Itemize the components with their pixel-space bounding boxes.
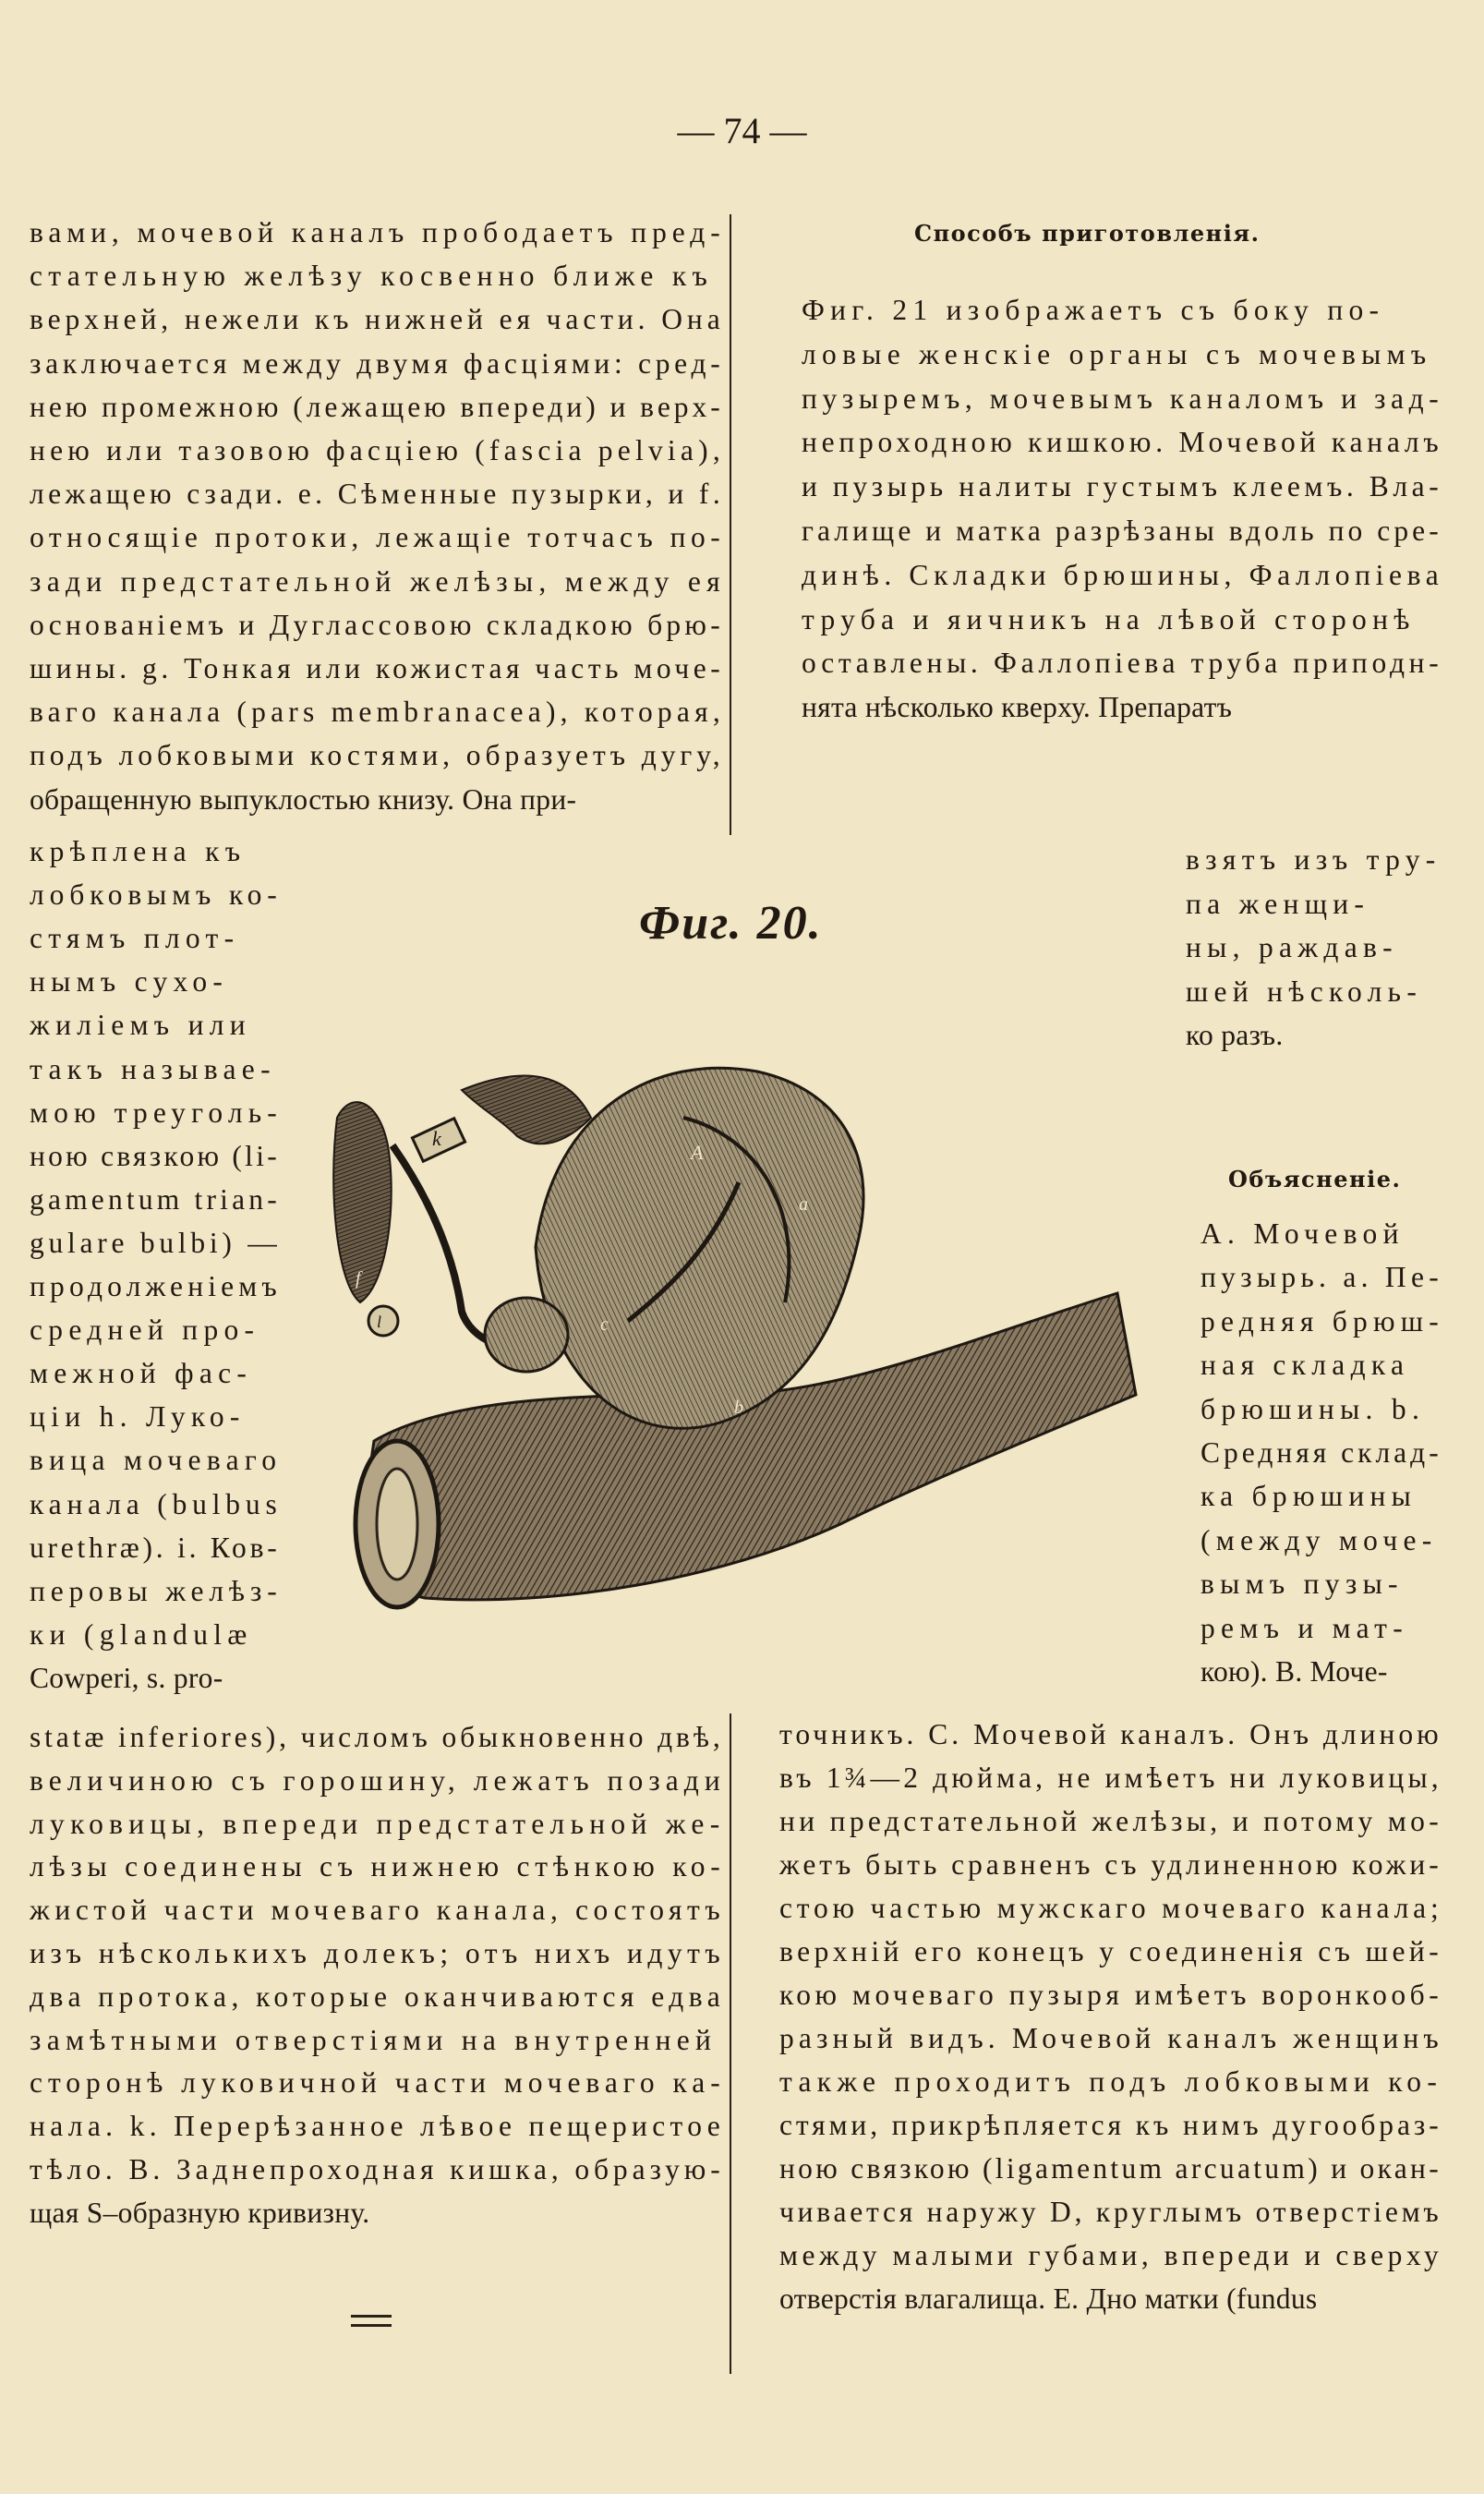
left-organ-shape [333,1102,392,1302]
text-line: луковицы, впереди предстательной же- [30,1807,726,1840]
text-line: стями, прикрѣпляется къ нимъ дугообраз- [779,2109,1442,2141]
text-line: Фиг. 21 изображаетъ съ боку по- [802,294,1385,326]
text-line: жиліемъ или [30,1009,251,1042]
anatomical-engraving [323,1007,1145,1653]
glandular-body [485,1298,568,1372]
figure-label-A: A [691,1141,704,1164]
text-line: нею или тазовою фасціею (fascia pelvia), [30,434,725,466]
preparation-heading: Способъ приготовленія. [914,220,1261,247]
text-line: заключается между двумя фасціями: сред- [30,346,725,380]
text-line: также проходитъ подъ лобковыми ко- [779,2065,1443,2098]
text-line: ловые женскіе органы съ мочевымъ [802,337,1432,370]
text-line: замѣтными отверстіями на внутренней [30,2023,718,2056]
text-line: лежащею сзади. e. Сѣменные пузырки, и f. [30,478,725,511]
text-line: средней про- [30,1314,260,1347]
text-line: стямъ плот- [30,922,240,955]
text-line: мою треуголь- [30,1096,283,1129]
text-line: величиною съ горошину, лежатъ позади [30,1763,726,1797]
text-line: подъ лобковыми костями, образуетъ дугу, [30,739,725,772]
text-line: редняя брюш- [1200,1304,1444,1338]
text-line: urethræ). i. Ков- [30,1531,281,1564]
text-line: Cowperi, s. pro- [30,1661,223,1694]
text-line: тѣло. B. Заднепроходная кишка, образую- [30,2153,725,2185]
text-line: ціи h. Луко- [30,1400,246,1434]
text-line: такъ называе- [30,1052,276,1085]
text-line: непроходною кишкою. Мочевой каналъ [802,426,1443,459]
text-line: взятъ изъ тру- [1186,843,1442,876]
figure-label-b: b [734,1398,743,1418]
text-line: между малыми губами, впереди и сверху [779,2239,1443,2271]
text-line: межной фас- [30,1357,253,1390]
text-line: gamentum trian- [30,1182,281,1216]
text-line: чивается наружу D, круглымъ отверстіемъ [779,2196,1442,2228]
figure-label-l: l [377,1313,382,1331]
text-line: лобковымъ ко- [30,878,283,912]
text-line: точникъ. C. Мочевой каналъ. Онъ длиною [779,1718,1442,1750]
text-line: Средняя склад- [1200,1436,1442,1469]
text-line: перовы желѣз- [30,1574,283,1607]
text-line: ни предстательной желѣзы, и потому мо- [779,1805,1443,1837]
text-line: (между моче- [1200,1523,1438,1556]
text-line: относящіе протоки, лежащіе тотчасъ по- [30,521,726,554]
text-line: жистой части мочеваго канала, состоятъ [30,1894,726,1927]
text-line: брюшины. b. [1200,1392,1426,1425]
text-line: вымъ пузы- [1200,1568,1404,1601]
text-line: ки (glandulæ [30,1617,253,1651]
text-line: нею промежною (лежащею впереди) и верх- [30,390,724,423]
figure-title: Фиг. 20. [639,897,823,950]
text-line: ною связкою (li- [30,1139,280,1172]
text-line: па женщи- [1186,887,1370,920]
end-mark [351,2315,392,2333]
text-line: ная складка [1200,1349,1410,1382]
text-line: канала (bulbus [30,1487,283,1520]
text-line: пузырь. a. Пе- [1200,1261,1443,1294]
text-line: шины. g. Тонкая или кожистая часть моче- [30,652,725,684]
text-line: statæ inferiores), числомъ обыкновенно двѣ, [30,1721,724,1753]
text-line: ка брюшины [1200,1480,1418,1513]
text-line: нала. k. Перерѣзанное лѣвое пещеристое [30,2110,726,2143]
text-line: обращенную выпуклостью книзу. Она при- [30,782,577,816]
text-line: труба и яичникъ на лѣвой сторонѣ [802,602,1416,636]
text-line: крѣплена къ [30,835,247,867]
figure-label-k: k [432,1127,441,1150]
page-number: — 74 — [677,110,807,151]
text-line: стательную желѣзу косвенно ближе къ [30,260,714,293]
column-divider-top [730,214,731,835]
text-line: отверстія влагалища. E. Дно матки (fundus [779,2282,1318,2315]
text-line: кою). B. Моче- [1200,1655,1388,1688]
text-line: нята нѣсколько кверху. Препаратъ [802,691,1233,724]
figure-label-c: c [600,1314,609,1335]
text-line: ваго канала (pars membranacea), которая, [30,696,725,729]
text-line: вица мочеваго [30,1444,283,1477]
text-line: динѣ. Складки брюшины, Фаллопіева [802,558,1444,591]
text-line: галище и матка разрѣзаны вдоль по сре- [802,515,1442,547]
figure-label-f: f [356,1268,361,1289]
text-line: сторонѣ луковичной части мочеваго ка- [30,2066,726,2100]
text-line: верхній его конецъ у соединенія съ шей- [779,1935,1443,1967]
text-line: въ 1¾—2 дюйма, не имѣетъ ни луковицы, [779,1762,1442,1794]
text-line: лѣзы соединены съ нижнею стѣнкою ко- [30,1850,726,1883]
text-line: стою частью мужскаго мочеваго канала; [779,1892,1443,1924]
text-line: основаніемъ и Дугласcовою складкою брю- [30,608,724,641]
text-line: жетъ быть сравненъ съ удлиненною кожи- [779,1848,1442,1881]
text-line: продолженіемъ [30,1270,282,1302]
explanation-heading: Объясненіе. [1228,1166,1402,1193]
text-line: ною связкою (ligamentum arcuatum) и окан- [779,2152,1442,2185]
text-line: кою мочеваго пузыря имѣетъ воронкооб- [779,1979,1443,2011]
text-line: и пузырь налиты густымъ клеемъ. Вла- [802,470,1443,503]
text-line: два протока, которые оканчиваются едва [30,1979,726,2013]
text-line: разный видъ. Мочевой каналъ женщинъ [779,2022,1443,2054]
column-divider-bottom [730,1713,731,2374]
text-line: шей нѣсколь- [1186,975,1423,1008]
text-line: A. Мочевой [1200,1217,1405,1250]
text-line: щая S–образную кривизну. [30,2196,370,2229]
text-line: вами, мочевой каналъ прободаетъ пред- [30,216,726,248]
text-line: пузыремъ, мочевымъ каналомъ и зад- [802,381,1444,415]
text-line: верхней, нежели къ нижней ея части. Она [30,303,725,336]
text-line: нымъ сухо- [30,965,229,999]
text-line: ко разъ. [1186,1019,1284,1052]
text-line: ны, раждав- [1186,931,1398,964]
text-line: зади предстательной желѣзы, между ея [30,564,726,598]
figure-label-a: a [799,1194,808,1215]
text-line: gulare bulbi) — [30,1226,282,1259]
text-line: изъ нѣсколькихъ долекъ; отъ нихъ идутъ [30,1937,726,1969]
text-line: оставлены. Фаллопіева труба приподн- [802,647,1443,680]
text-line: ремъ и мат- [1200,1611,1409,1644]
